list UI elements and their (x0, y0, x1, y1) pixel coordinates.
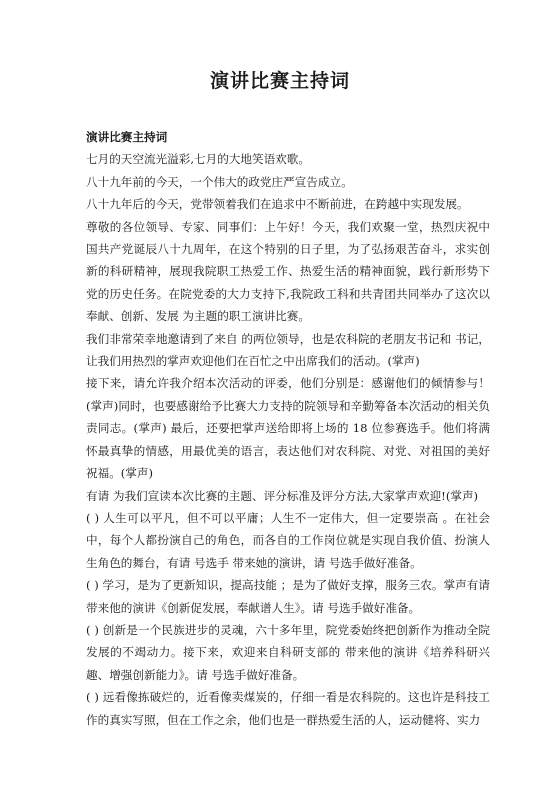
paragraph: 尊敬的各位领导、专家、同事们：上午好！今天，我们欢聚一堂，热烈庆祝中国共产党诞辰八十九周年，在这个特别的日子里，为了弘扬艰苦奋斗，求实创新的科研精神，展现我院职工热爱工作、热爱生活的精神面貌，践行新形势下党的历史任务。在院党委的大力支持下,我院政工科和共青团共同举办了这次以 奉献、创新、发展 为主题的职工演讲比赛。 (86, 219, 490, 324)
paragraph: ( ) 学习，是为了更新知识，提高技能 ；是为了做好支撑，服务三农。掌声有请 带来他的演讲《创新促发展，奉献谱人生》。请 号选手做好准备。 (86, 578, 490, 615)
section-heading: 演讲比赛主持词 (86, 130, 168, 144)
paragraph: 七月的天空流光溢彩,七月的大地笑语欢歌。 (86, 152, 310, 167)
document-body (86, 126, 490, 731)
paragraph: 接下来，请允许我介绍本次活动的评委，他们分别是：感谢他们的倾情参与！(掌声)同时，也要感谢给予比赛大力支持的院领导和辛勤筹备本次活动的相关负责同志。(掌声) 最后，还要把掌声送给即将上场的 18 位参赛选手。他们将满怀最真挚的情感，用最优美的语言，表达他们对农科院、对党、对祖国的美好祝福。(掌声) (86, 376, 490, 481)
page-title: 演讲比赛主持词 (209, 70, 350, 92)
paragraph: 有请 为我们宣读本次比赛的主题、评分标准及评分方法,大家掌声欢迎!(掌声) (86, 488, 479, 503)
paragraph: ( ) 人生可以平凡，但不可以平庸；人生不一定伟大，但一定要崇高 。在社会中，每个人都扮演自己的角色，而各自的工作岗位就是实现自我价值、扮演人生角色的舞台，有请 号选手 带来她的演讲，请 号选手做好准备。 (86, 510, 490, 570)
paragraph: 八十九年前的今天，一个伟大的政党庄严宣告成立。 (86, 174, 353, 189)
paragraph: ( ) 创新是一个民族进步的灵魂，六十多年里，院党委始终把创新作为推动全院发展的不竭动力。接下来，欢迎来自科研支部的 带来他的演讲《培养科研兴趣、增强创新能力》。请 号选手做好准备。 (86, 622, 490, 682)
paragraph: ( ) 远看像拣破烂的，近看像卖煤炭的，仔细一看是农科院的。这也许是科技工作的真实写照，但在工作之余，他们也是一群热爱生活的人，运动健将、实力 (86, 690, 490, 727)
paragraph: 我们非常荣幸地邀请到了来自 的两位领导，也是农科院的老朋友书记和 书记，让我们用热烈的掌声欢迎他们在百忙之中出席我们的活动。(掌声) (86, 331, 490, 369)
paragraph: 八十九年后的今天，党带领着我们在追求中不断前进，在跨越中实现发展。 (86, 197, 469, 212)
